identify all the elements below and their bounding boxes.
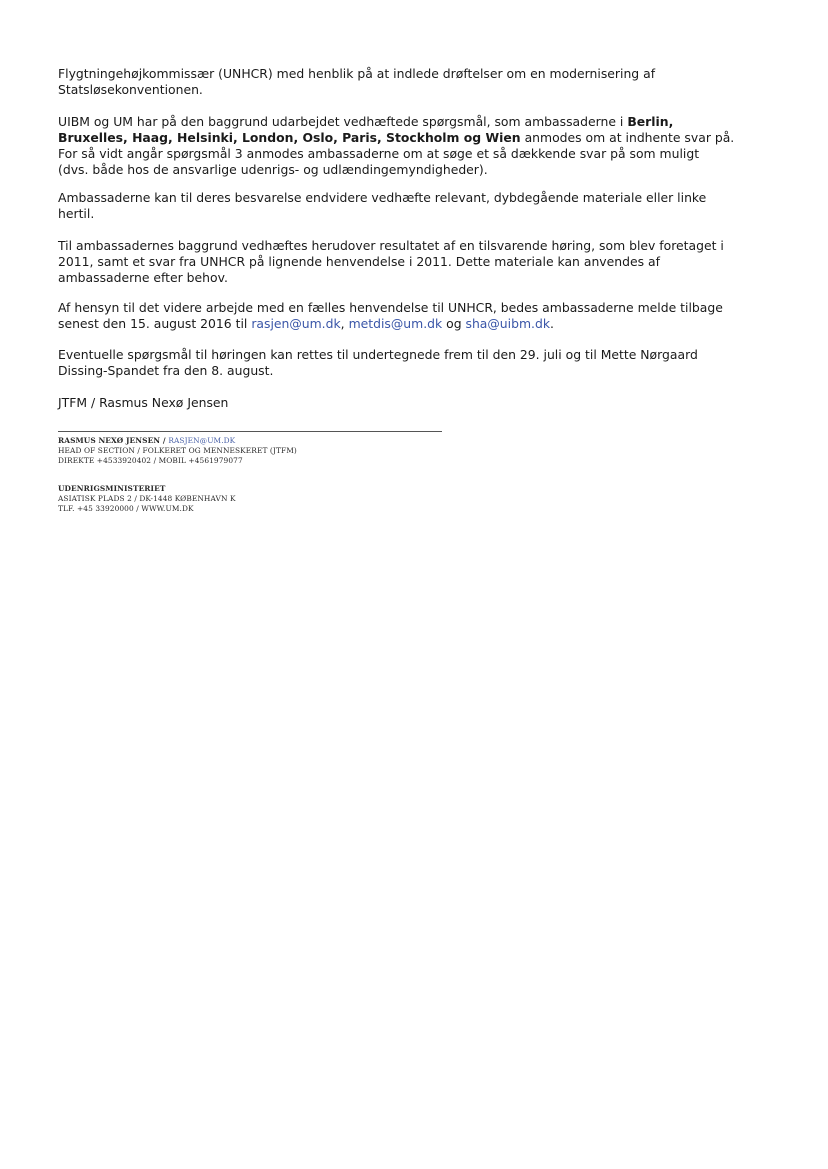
text-line bbox=[58, 114, 758, 130]
text-segment: anmodes om at indhente svar på. bbox=[520, 130, 735, 145]
text-line: For så vidt angår spørgsmål 3 anmodes ambassaderne om at søge et så dækkende svar på som muligt bbox=[58, 146, 700, 161]
signature-organization: UDENRIGSMINISTERIET bbox=[58, 484, 166, 493]
paragraph-attachments bbox=[58, 190, 758, 222]
paragraph-questions-contact bbox=[58, 347, 758, 379]
text-line: hertil. bbox=[58, 206, 95, 221]
text-segment: og bbox=[442, 316, 466, 331]
email-link-rasjen[interactable]: rasjen@um.dk bbox=[251, 316, 341, 331]
signature-block-organization bbox=[58, 484, 236, 514]
text-line: Til ambassadernes baggrund vedhæftes herudover resultatet af en tilsvarende høring, som blev foretaget i bbox=[58, 238, 724, 253]
signature-title: HEAD OF SECTION / FOLKERET OG MENNESKERET (JTFM) bbox=[58, 446, 297, 455]
text-line: Af hensyn til det videre arbejde med en fælles henvendelse til UNHCR, bedes ambassaderne melde tilbage bbox=[58, 300, 723, 315]
text-line: (dvs. både hos de ansvarlige udenrigs- og udlændingemyndigheder). bbox=[58, 162, 488, 177]
paragraph-deadline bbox=[58, 300, 758, 332]
text-line: JTFM / Rasmus Nexø Jensen bbox=[58, 395, 229, 410]
signature-block-person bbox=[58, 436, 297, 466]
text-segment: senest den 15. august 2016 til bbox=[58, 316, 252, 331]
signature-name: RASMUS NEXØ JENSEN / bbox=[58, 436, 169, 445]
sign-off bbox=[58, 395, 758, 411]
text-line bbox=[58, 130, 758, 146]
paragraph-intro-continuation bbox=[58, 66, 758, 98]
text-line: ambassaderne efter behov. bbox=[58, 270, 228, 285]
signature-address: ASIATISK PLADS 2 / DK-1448 KØBENHAVN K bbox=[58, 494, 236, 503]
signature-divider bbox=[58, 431, 442, 432]
signature-name-line bbox=[58, 436, 297, 446]
bold-embassies: Bruxelles, Haag, Helsinki, London, Oslo, Paris, Stockholm og Wien bbox=[58, 130, 521, 145]
text-line: Flygtningehøjkommissær (UNHCR) med henblik på at indlede drøftelser om en modernisering af bbox=[58, 66, 656, 81]
email-link-metdis[interactable]: metdis@um.dk bbox=[348, 316, 443, 331]
text-line bbox=[58, 316, 758, 332]
bold-embassies: Berlin, bbox=[627, 114, 674, 129]
text-segment: , bbox=[340, 316, 349, 331]
text-line: 2011, samt et svar fra UNHCR på lignende henvendelse i 2011. Dette materiale kan anvendes af bbox=[58, 254, 660, 269]
paragraph-questions bbox=[58, 114, 758, 178]
text-line: Ambassaderne kan til deres besvarelse endvidere vedhæfte relevant, dybdegående materiale eller linke bbox=[58, 190, 707, 205]
email-link-sha[interactable]: sha@uibm.dk bbox=[465, 316, 551, 331]
signature-phones: DIREKTE +4533920402 / MOBIL +4561979077 bbox=[58, 456, 243, 465]
signature-email-link[interactable]: RASJEN@UM.DK bbox=[168, 436, 236, 445]
text-line: Statsløsekonventionen. bbox=[58, 82, 203, 97]
signature-contact: TLF. +45 33920000 / WWW.UM.DK bbox=[58, 504, 194, 513]
text-segment: . bbox=[550, 316, 554, 331]
text-line: Dissing-Spandet fra den 8. august. bbox=[58, 363, 274, 378]
text-segment: UIBM og UM har på den baggrund udarbejdet vedhæftede spørgsmål, som ambassaderne i bbox=[58, 114, 628, 129]
text-line: Eventuelle spørgsmål til høringen kan rettes til undertegnede frem til den 29. juli og til Mette Nørgaard bbox=[58, 347, 698, 362]
paragraph-background bbox=[58, 238, 758, 286]
